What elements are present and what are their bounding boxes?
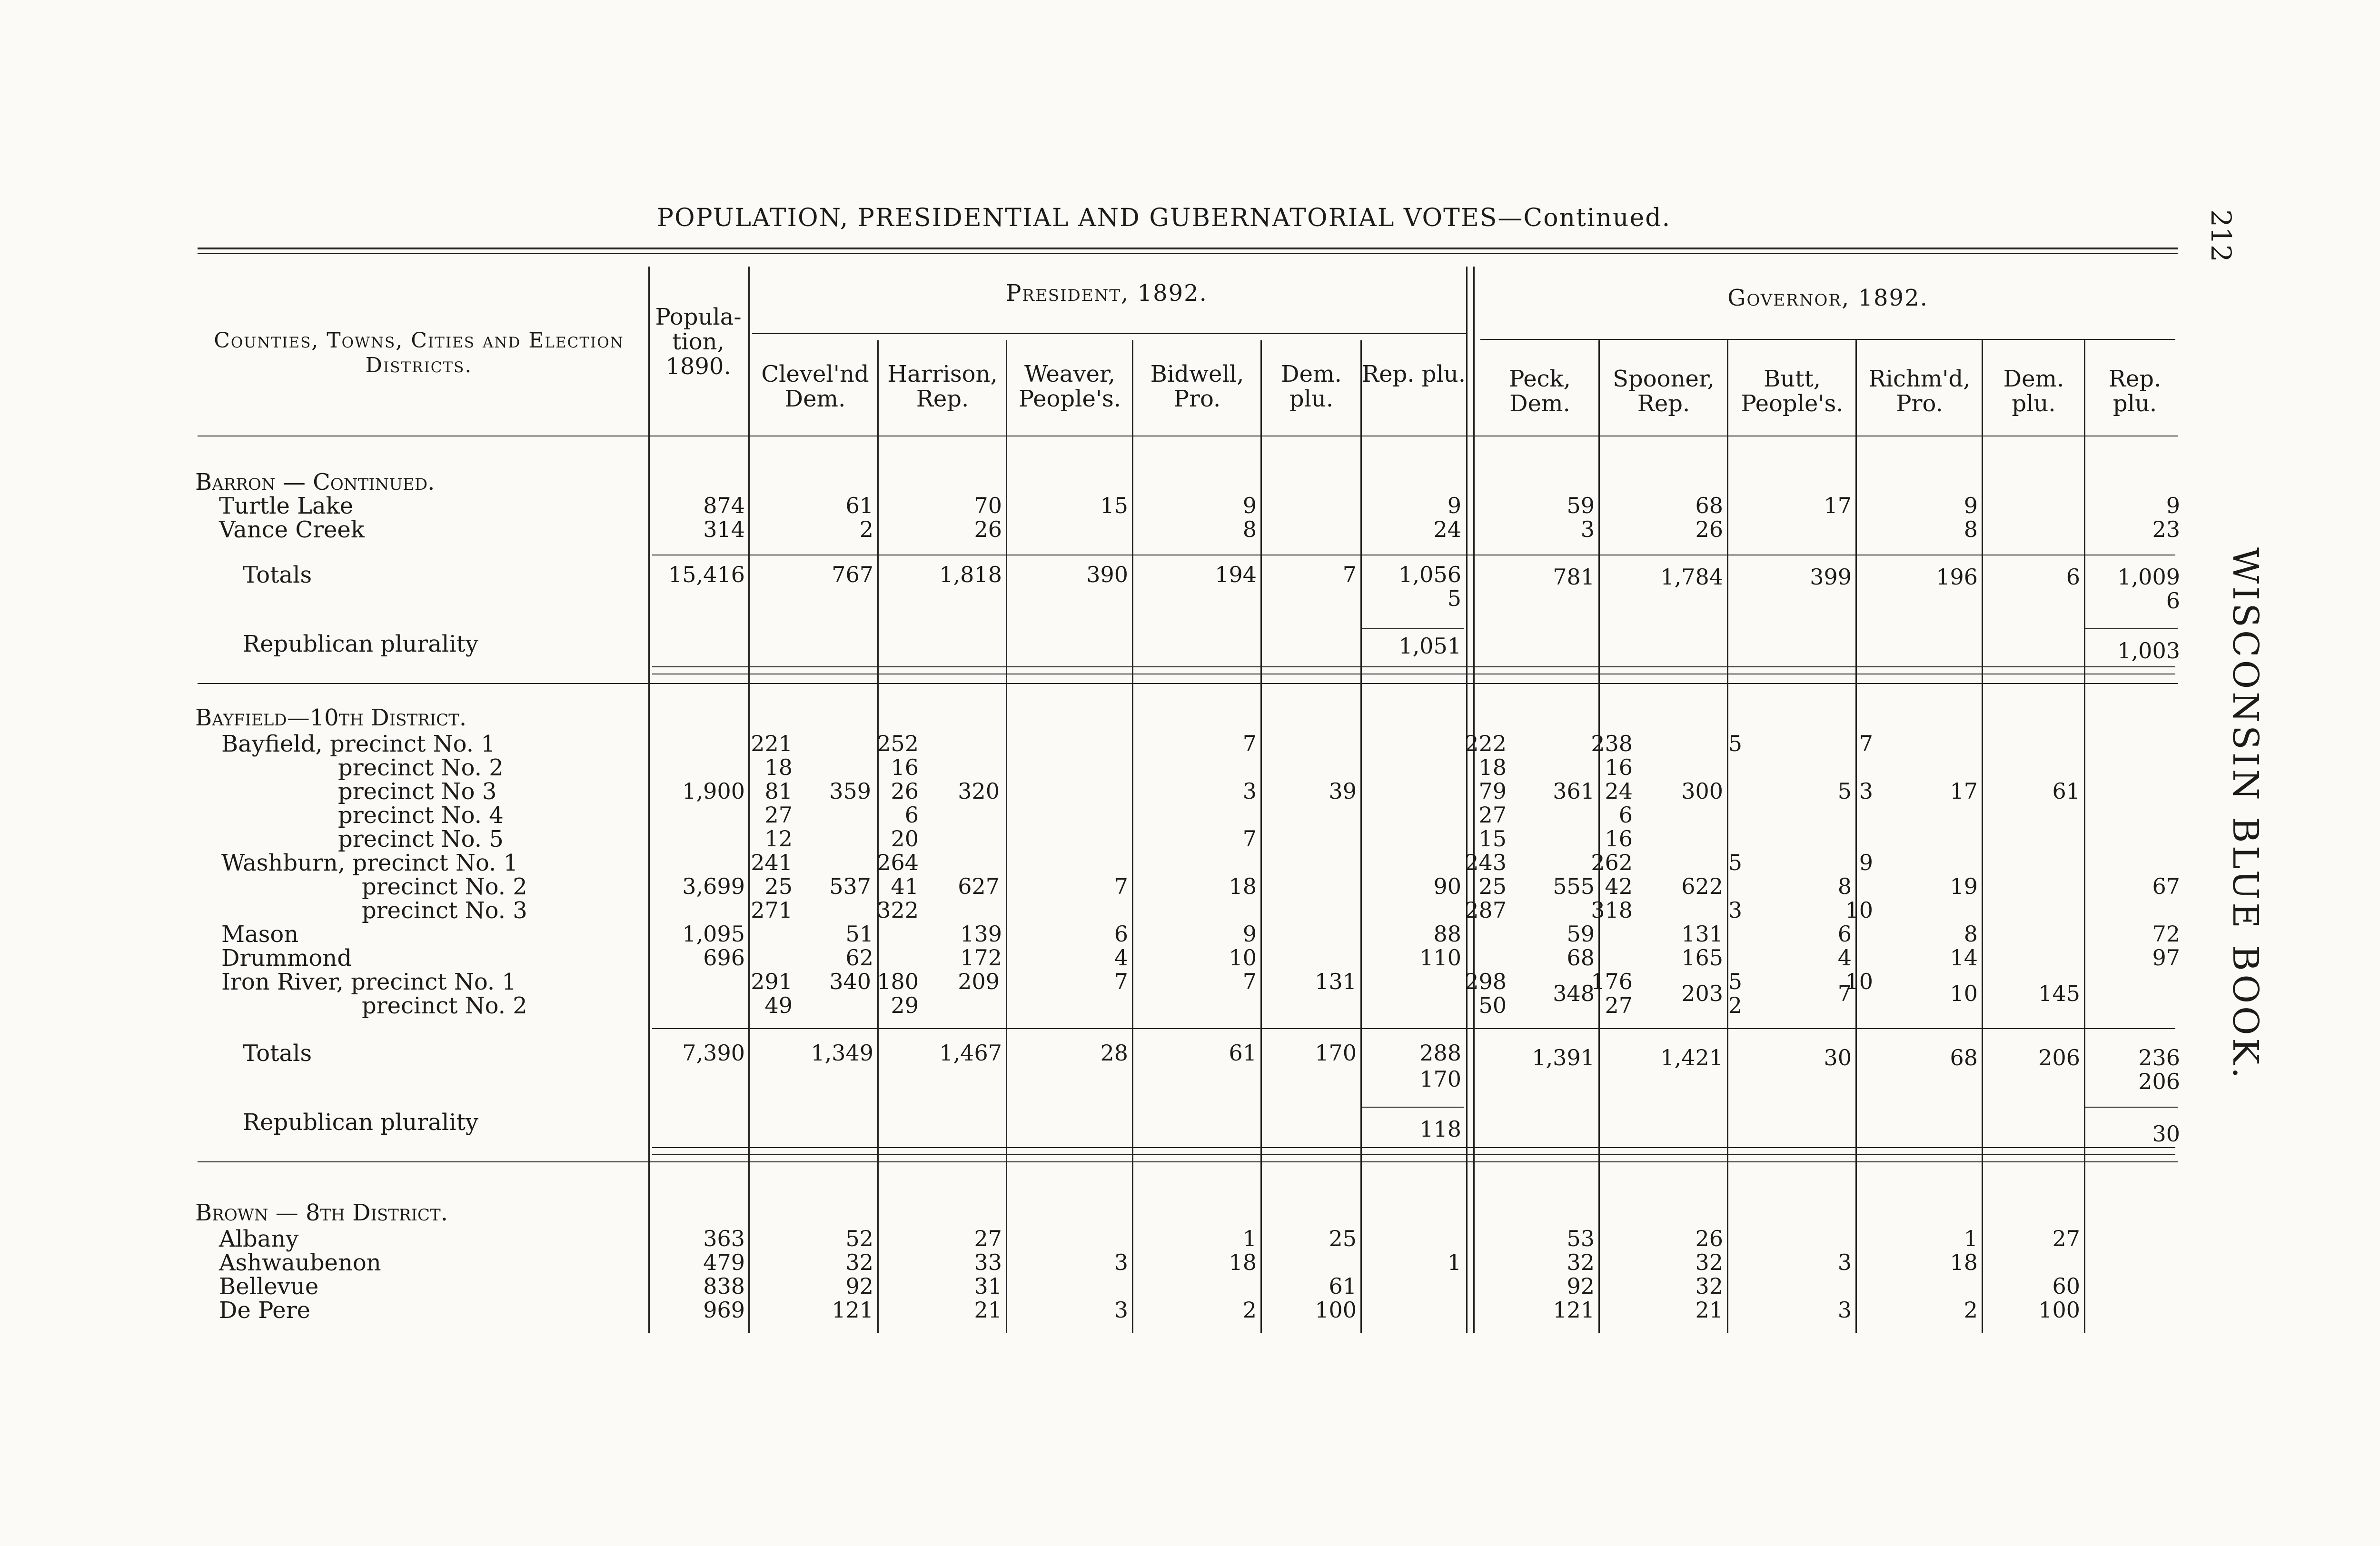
president-cell: 61 [845, 493, 873, 518]
subvalue-cell: 16 [891, 754, 919, 780]
subvalue-cell: 6 [904, 802, 919, 828]
governor-total: 206 [2038, 1045, 2080, 1070]
subvalue-cell: 264 [877, 850, 919, 875]
governor-col-header: Rep. plu. [2108, 366, 2162, 417]
governor-col-header: Peck, Dem. [1509, 366, 1571, 417]
president-cell: 62 [845, 945, 873, 971]
population-cell: 696 [703, 945, 745, 971]
president-cell: 3 [1114, 1249, 1128, 1275]
governor-cell: 318 [1591, 897, 1633, 923]
governor-cell: 68 [1567, 945, 1595, 971]
president-total: 61 [1229, 1040, 1257, 1066]
side-title: WISCONSIN BLUE BOOK. [2225, 547, 2266, 1081]
section-heading: Bayfield—10th District. [195, 704, 467, 731]
governor-cell: 59 [1567, 493, 1595, 518]
president-total: 7 [1342, 562, 1357, 587]
president-group-header: President, 1892. [1006, 280, 1208, 307]
president-cell: 24 [1433, 516, 1461, 542]
governor-cell: 9 [1964, 493, 1978, 518]
subvalue-cell: 27 [764, 802, 793, 828]
group-total-cell: 537 [829, 873, 871, 899]
governor-cell: 17 [1950, 778, 1978, 804]
governor-cell: 26 [1695, 516, 1723, 542]
governor-cell: 10 [1845, 897, 1873, 923]
governor-cell: 53 [1567, 1226, 1595, 1251]
governor-cell: 97 [2152, 945, 2180, 971]
group-total-cell: 340 [829, 969, 871, 994]
plurality-label: Republican plurality [243, 631, 478, 657]
governor-total-extra: 6 [2166, 588, 2180, 614]
col-rule [1727, 340, 1728, 1333]
governor-cell: 10 [1950, 981, 1978, 1006]
governor-cell: 348 [1553, 981, 1595, 1006]
president-col-header: Rep. plu. [1361, 361, 1466, 387]
governor-cell: 79 [1478, 778, 1507, 804]
president-cell: 51 [845, 921, 873, 947]
governor-cell: 68 [1695, 493, 1723, 518]
governor-cell: 6 [1618, 802, 1633, 828]
plurality-cell: 1,003 [2117, 638, 2180, 664]
governor-cell: 59 [1567, 921, 1595, 947]
subvalue-cell: 241 [751, 850, 793, 875]
governor-cell: 26 [1695, 1226, 1723, 1251]
governor-cell: 361 [1553, 778, 1595, 804]
col-rule [2084, 340, 2085, 1333]
governor-cell: 2 [1964, 1297, 1978, 1323]
governor-cell: 42 [1605, 873, 1633, 899]
governor-cell: 32 [1695, 1273, 1723, 1299]
subvalue-cell: 29 [891, 992, 919, 1018]
governor-cell: 16 [1605, 754, 1633, 780]
population-cell: 1,900 [682, 778, 745, 804]
president-cell: 31 [974, 1273, 1002, 1299]
subvalue-cell: 20 [891, 826, 919, 852]
president-cell: 27 [974, 1226, 1002, 1251]
plurality-cell: 118 [1419, 1116, 1461, 1142]
row-label: Washburn, precinct No. 1 [221, 850, 518, 876]
governor-cell: 92 [1567, 1273, 1595, 1299]
president-col-header: Weaver, People's. [1018, 361, 1121, 412]
president-col-header: Dem. plu. [1281, 361, 1342, 412]
top-rule [198, 248, 2178, 249]
governor-cell: 222 [1465, 731, 1507, 756]
president-cell: 3 [1242, 778, 1257, 804]
population-cell: 363 [703, 1226, 745, 1251]
president-total: 1,056 [1398, 562, 1461, 587]
governor-total-extra: 206 [2138, 1069, 2180, 1094]
governor-total: 1,421 [1660, 1045, 1723, 1070]
subvalue-cell: 18 [764, 754, 793, 780]
president-cell: 32 [845, 1249, 873, 1275]
governor-cell: 1 [1964, 1226, 1978, 1251]
governor-cell: 203 [1681, 981, 1723, 1006]
population-cell: 969 [703, 1297, 745, 1323]
row-label: Iron River, precinct No. 1 [221, 969, 516, 995]
population-cell: 15,416 [668, 562, 745, 587]
governor-cell: 298 [1465, 969, 1507, 994]
subvalue-cell: 180 [877, 969, 919, 994]
rule [198, 1161, 2178, 1162]
totals-label: Totals [243, 1040, 312, 1067]
president-cell: 70 [974, 493, 1002, 518]
governor-cell: 27 [1605, 992, 1633, 1018]
governor-col-header: Spooner, Rep. [1613, 366, 1715, 417]
governor-col-header: Butt, People's. [1741, 366, 1844, 417]
governor-cell: 5 [1728, 850, 1742, 875]
president-total: 1,818 [939, 562, 1002, 587]
label-header: Counties, Towns, Cities and Election Districts. [214, 328, 624, 377]
president-cell: 6 [1114, 921, 1128, 947]
president-total: 28 [1100, 1040, 1128, 1066]
governor-total: 1,391 [1532, 1045, 1595, 1070]
row-label: precinct No. 3 [362, 897, 527, 924]
president-col-header: Clevel'nd Dem. [761, 361, 869, 412]
governor-cell: 23 [2152, 516, 2180, 542]
governor-total: 781 [1553, 564, 1595, 590]
subvalue-cell: 322 [877, 897, 919, 923]
president-cell: 7 [1242, 826, 1257, 852]
row-label: Drummond [221, 945, 352, 971]
group-total-cell: 209 [958, 969, 1000, 994]
rule [1361, 628, 1464, 629]
row-label: Mason [221, 921, 299, 948]
population-cell: 314 [703, 516, 745, 542]
governor-cell: 262 [1591, 850, 1633, 875]
col-rule [1006, 340, 1007, 1333]
plurality-label: Republican plurality [243, 1109, 478, 1136]
governor-cell: 61 [2052, 778, 2080, 804]
president-cell: 2 [1242, 1297, 1257, 1323]
president-total: 1,467 [939, 1040, 1002, 1066]
president-cell: 33 [974, 1249, 1002, 1275]
section-heading: Barron — Continued. [195, 469, 435, 496]
subvalue-cell: 25 [764, 873, 793, 899]
president-cell: 21 [974, 1297, 1002, 1323]
president-cell: 52 [845, 1226, 873, 1251]
subvalue-cell: 26 [891, 778, 919, 804]
governor-cell: 50 [1478, 992, 1507, 1018]
governor-cell: 21 [1695, 1297, 1723, 1323]
population-cell: 7,390 [682, 1040, 745, 1066]
subvalue-cell: 221 [751, 731, 793, 756]
governor-total: 399 [1810, 564, 1852, 590]
governor-cell: 4 [1837, 945, 1852, 971]
president-col-header: Bidwell, Pro. [1150, 361, 1244, 412]
row-label: precinct No. 2 [338, 754, 504, 781]
governor-cell: 72 [2152, 921, 2180, 947]
subvalue-cell: 49 [764, 992, 793, 1018]
president-total: 390 [1086, 562, 1128, 587]
governor-cell: 24 [1605, 778, 1633, 804]
president-cell: 9 [1242, 921, 1257, 947]
president-cell: 18 [1229, 873, 1257, 899]
governor-cell: 3 [1580, 516, 1595, 542]
president-total-extra: 5 [1447, 585, 1461, 611]
population-cell: 3,699 [682, 873, 745, 899]
page-title: POPULATION, PRESIDENTIAL AND GUBERNATORIAL VOTES—Continued. [657, 204, 1671, 232]
row-label: Vance Creek [219, 516, 365, 543]
president-total: 767 [832, 562, 873, 587]
rule [198, 683, 2178, 684]
governor-cell: 5 [1837, 778, 1852, 804]
governor-total: 6 [2066, 564, 2080, 590]
governor-cell: 27 [2052, 1226, 2080, 1251]
row-label: precinct No 3 [338, 778, 497, 805]
governor-cell: 15 [1478, 826, 1507, 852]
population-cell: 838 [703, 1273, 745, 1299]
governor-cell: 7 [1859, 731, 1873, 756]
president-cell: 9 [1447, 493, 1461, 518]
governor-cell: 145 [2038, 981, 2080, 1006]
governor-cell: 14 [1950, 945, 1978, 971]
president-cell: 25 [1329, 1226, 1357, 1251]
governor-total: 30 [1824, 1045, 1852, 1070]
president-cell: 15 [1100, 493, 1128, 518]
governor-cell: 18 [1478, 754, 1507, 780]
governor-cell: 131 [1681, 921, 1723, 947]
plurality-cell: 30 [2152, 1121, 2180, 1147]
row-label: Bellevue [219, 1273, 319, 1300]
governor-cell: 3 [1837, 1297, 1852, 1323]
president-cell: 90 [1433, 873, 1461, 899]
governor-total: 68 [1950, 1045, 1978, 1070]
row-label: precinct No. 4 [338, 802, 504, 829]
governor-cell: 121 [1553, 1297, 1595, 1323]
row-label: precinct No. 2 [362, 992, 527, 1019]
governor-cell: 555 [1553, 873, 1595, 899]
governor-cell: 67 [2152, 873, 2180, 899]
president-total-extra: 170 [1419, 1066, 1461, 1092]
row-label: precinct No. 2 [362, 873, 527, 900]
president-cell: 18 [1229, 1249, 1257, 1275]
president-cell: 139 [960, 921, 1002, 947]
subvalue-cell: 41 [891, 873, 919, 899]
president-cell: 110 [1419, 945, 1461, 971]
rule [2085, 628, 2178, 629]
governor-col-header: Richm'd, Pro. [1868, 366, 1971, 417]
governor-cell: 165 [1681, 945, 1723, 971]
governor-total: 236 [2138, 1045, 2180, 1070]
governor-cell: 243 [1465, 850, 1507, 875]
president-subrule [752, 333, 1466, 334]
subvalue-cell: 12 [764, 826, 793, 852]
governor-cell: 5 [1728, 969, 1742, 994]
governor-cell: 16 [1605, 826, 1633, 852]
governor-cell: 10 [1845, 969, 1873, 994]
president-cell: 4 [1114, 945, 1128, 971]
row-label: Turtle Lake [219, 493, 354, 519]
president-cell: 88 [1433, 921, 1461, 947]
governor-total: 196 [1936, 564, 1978, 590]
governor-cell: 2 [1728, 992, 1742, 1018]
president-cell: 26 [974, 516, 1002, 542]
rule [652, 1154, 2175, 1155]
rule [2085, 1107, 2178, 1108]
governor-cell: 9 [1859, 850, 1873, 875]
president-total: 288 [1419, 1040, 1461, 1066]
col-rule [1260, 340, 1262, 1333]
governor-cell: 8 [1964, 516, 1978, 542]
population-cell: 479 [703, 1249, 745, 1275]
governor-cell: 18 [1950, 1249, 1978, 1275]
row-label: Bayfield, precinct No. 1 [221, 731, 496, 757]
rule [1361, 1107, 1464, 1108]
president-cell: 1 [1242, 1226, 1257, 1251]
row-label: Albany [219, 1226, 299, 1252]
subvalue-cell: 81 [764, 778, 793, 804]
row-label: precinct No. 5 [338, 826, 504, 852]
group-total-cell: 627 [958, 873, 1000, 899]
col-rule [1982, 340, 1983, 1333]
governor-cell: 27 [1478, 802, 1507, 828]
population-header: Popula-tion, 1890. [655, 304, 742, 380]
president-cell: 3 [1114, 1297, 1128, 1323]
subvalue-cell: 291 [751, 969, 793, 994]
row-label: Ashwaubenon [219, 1249, 381, 1276]
president-cell: 2 [859, 516, 873, 542]
president-cell: 8 [1242, 516, 1257, 542]
group-total-cell: 359 [829, 778, 871, 804]
subvalue-cell: 252 [877, 731, 919, 756]
col-rule [1855, 340, 1857, 1333]
governor-cell: 60 [2052, 1273, 2080, 1299]
president-total: 1,349 [811, 1040, 873, 1066]
governor-group-header: Governor, 1892. [1727, 285, 1928, 311]
governor-cell: 238 [1591, 731, 1633, 756]
governor-cell: 622 [1681, 873, 1723, 899]
population-cell: 1,095 [682, 921, 745, 947]
governor-cell: 32 [1695, 1249, 1723, 1275]
top-rule-2 [198, 253, 2178, 254]
rule [652, 1028, 2175, 1029]
governor-cell: 25 [1478, 873, 1507, 899]
governor-cell: 100 [2038, 1297, 2080, 1323]
subvalue-cell: 271 [751, 897, 793, 923]
president-cell: 100 [1315, 1297, 1357, 1323]
governor-cell: 6 [1837, 921, 1852, 947]
president-cell: 7 [1242, 969, 1257, 994]
president-cell: 92 [845, 1273, 873, 1299]
governor-subrule [1480, 339, 2175, 340]
president-cell: 7 [1114, 873, 1128, 899]
president-cell: 172 [960, 945, 1002, 971]
governor-cell: 5 [1728, 731, 1742, 756]
governor-cell: 3 [1859, 778, 1873, 804]
page-number: 212 [2205, 209, 2237, 262]
governor-cell: 9 [2166, 493, 2180, 518]
plurality-cell: 1,051 [1398, 633, 1461, 659]
section-heading: Brown — 8th District. [195, 1199, 448, 1226]
totals-label: Totals [243, 562, 312, 588]
president-total: 194 [1215, 562, 1257, 587]
president-cell: 10 [1229, 945, 1257, 971]
rule [652, 666, 2175, 667]
president-cell: 39 [1329, 778, 1357, 804]
governor-cell: 7 [1837, 981, 1852, 1006]
governor-cell: 19 [1950, 873, 1978, 899]
col-rule [1132, 340, 1133, 1333]
president-cell: 121 [832, 1297, 873, 1323]
president-cell: 1 [1447, 1249, 1461, 1275]
governor-cell: 8 [1964, 921, 1978, 947]
governor-cell: 3 [1728, 897, 1742, 923]
governor-cell: 300 [1681, 778, 1723, 804]
governor-cell: 17 [1824, 493, 1852, 518]
governor-total: 1,009 [2117, 564, 2180, 590]
governor-col-header: Dem. plu. [2003, 366, 2064, 417]
governor-cell: 287 [1465, 897, 1507, 923]
president-cell: 9 [1242, 493, 1257, 518]
row-label: De Pere [219, 1297, 311, 1324]
governor-cell: 32 [1567, 1249, 1595, 1275]
governor-cell: 176 [1591, 969, 1633, 994]
governor-cell: 3 [1837, 1249, 1852, 1275]
governor-total: 1,784 [1660, 564, 1723, 590]
col-rule [1360, 340, 1362, 1333]
president-total: 170 [1315, 1040, 1357, 1066]
president-cell: 131 [1315, 969, 1357, 994]
governor-cell: 8 [1837, 873, 1852, 899]
president-cell: 7 [1242, 731, 1257, 756]
president-col-header: Harrison, Rep. [887, 361, 998, 412]
population-cell: 874 [703, 493, 745, 518]
president-cell: 7 [1114, 969, 1128, 994]
rule [652, 1147, 2175, 1148]
group-total-cell: 320 [958, 778, 1000, 804]
president-cell: 61 [1329, 1273, 1357, 1299]
